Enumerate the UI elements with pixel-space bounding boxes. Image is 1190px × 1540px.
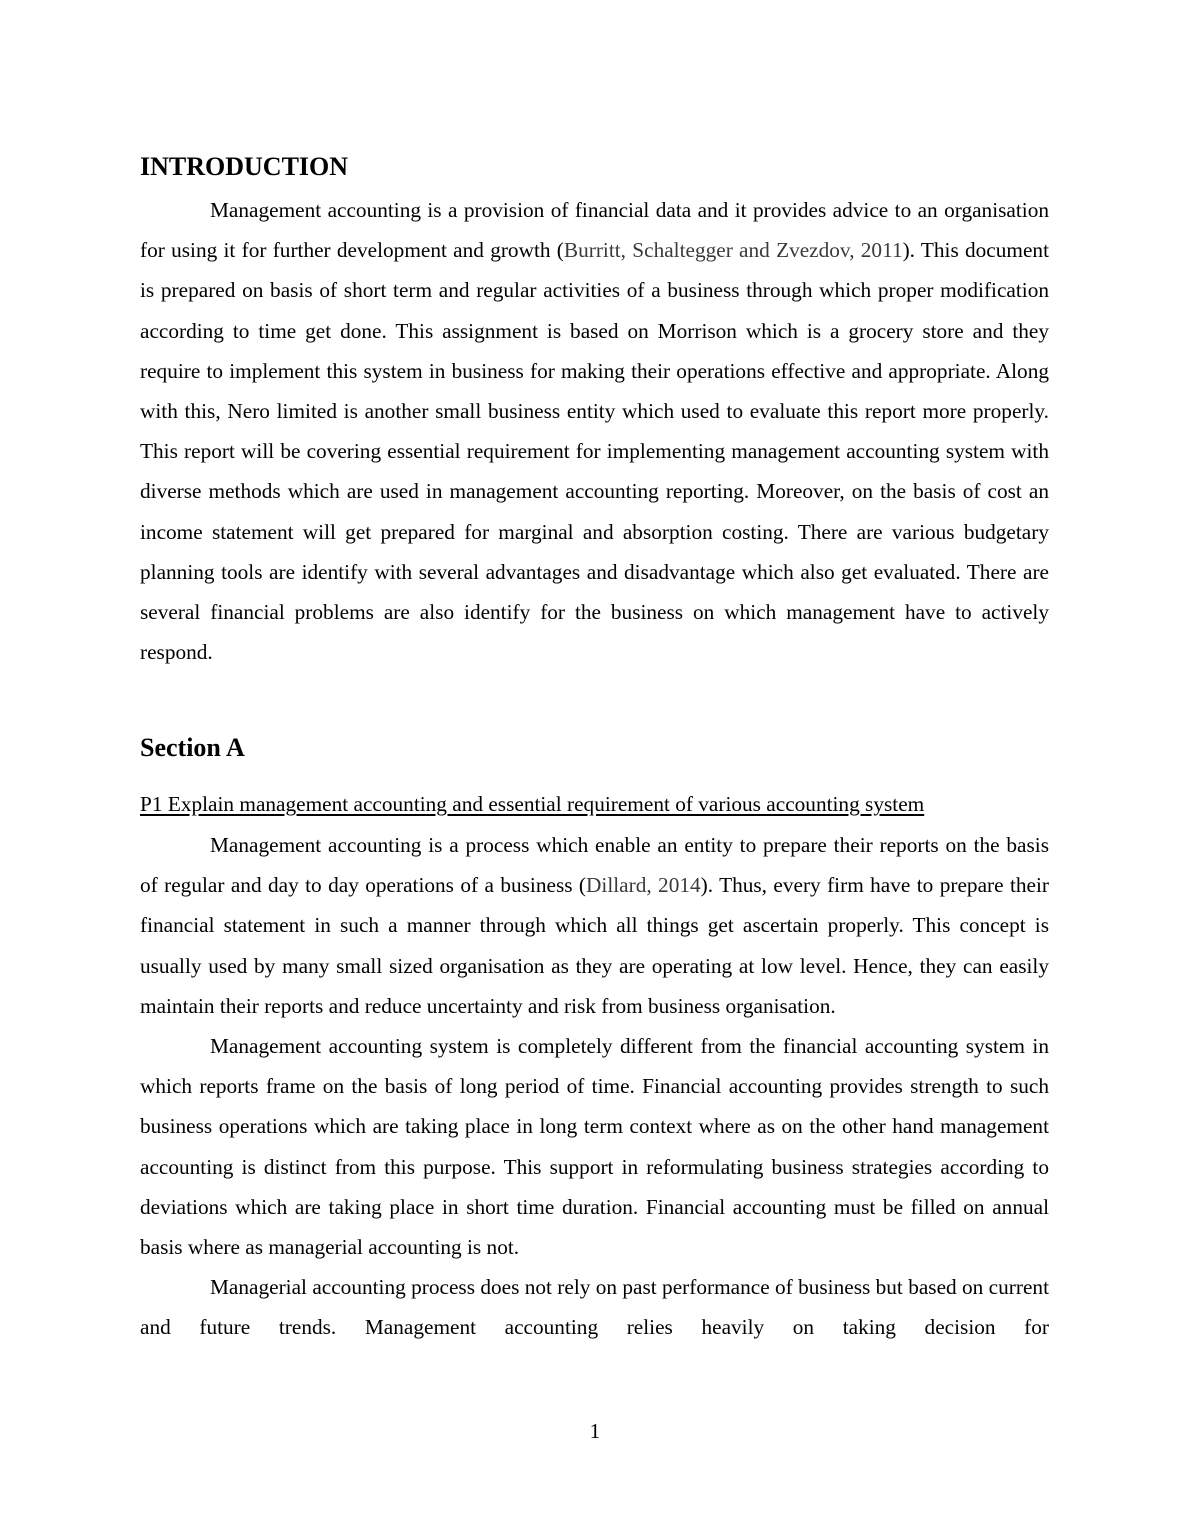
section-a-paragraph-3: Managerial accounting process does not rely on past performance of business but based on current and future trends. Management accounting relies heavily on taking decision for — [140, 1275, 1049, 1340]
section-a-paragraph-2: Management accounting system is completely different from the financial accounting system in which reports frame on the basis of long period of time. Financial accounting provides strength to such business operations which are taking place in long term context where as on the other hand management accounting is distinct from this purpose. This support in reformulating business strategies according to deviations which are taking place in short time duration. Financial accounting must be filled on annual basis where as managerial accounting is not. — [140, 1034, 1049, 1260]
introduction-section — [140, 150, 1049, 672]
section-a-heading: Section A — [140, 733, 245, 762]
paragraph-text: Management accounting is a process which enable an entity to prepare their reports on the basis of regular and day to day operations of a business ( — [140, 833, 1049, 898]
citation: Dillard, 2014 — [586, 873, 701, 898]
introduction-heading: INTRODUCTION — [140, 152, 349, 181]
citation: Burritt, Schaltegger and Zvezdov, 2011 — [563, 238, 903, 263]
paragraph-text: Management accounting is a provision of financial data and it provides advice to an organisation for using it for further development and growth ( — [140, 198, 1049, 263]
section-a-body — [140, 825, 1049, 1348]
section-a-paragraph-1 — [140, 825, 1049, 1026]
paragraph-text: ). Thus, every firm have to prepare their financial statement in such a manner through which all things get ascertain properly. This concept is usually used by many small sized organisation as they are operating at low level. Hence, they can easily maintain their reports and reduce uncertainty and risk from business organisation. — [140, 873, 1049, 1018]
paragraph-text: ). This document is prepared on basis of short term and regular activities of a business through which proper modification according to time get done. This assignment is based on Morrison which is a grocery store and they require to implement this system in business for making their operations effective and appropriate. Along with this, Nero limited is another small business entity which used to evaluate this report more properly. This report will be covering essential requirement for implementing management accounting system with diverse methods which are used in management accounting reporting. Moreover, on the basis of cost an income statement will get prepared for marginal and absorption costing. There are various budgetary planning tools are identify with several advantages and disadvantage which also get evaluated. There are several financial problems are also identify for the business on which management have to actively respond. — [140, 238, 1049, 665]
p1-subheading: P1 Explain management accounting and essential requirement of various accounting system — [140, 792, 925, 816]
page-number: 1 — [589, 1419, 601, 1443]
introduction-paragraph — [140, 190, 1049, 672]
